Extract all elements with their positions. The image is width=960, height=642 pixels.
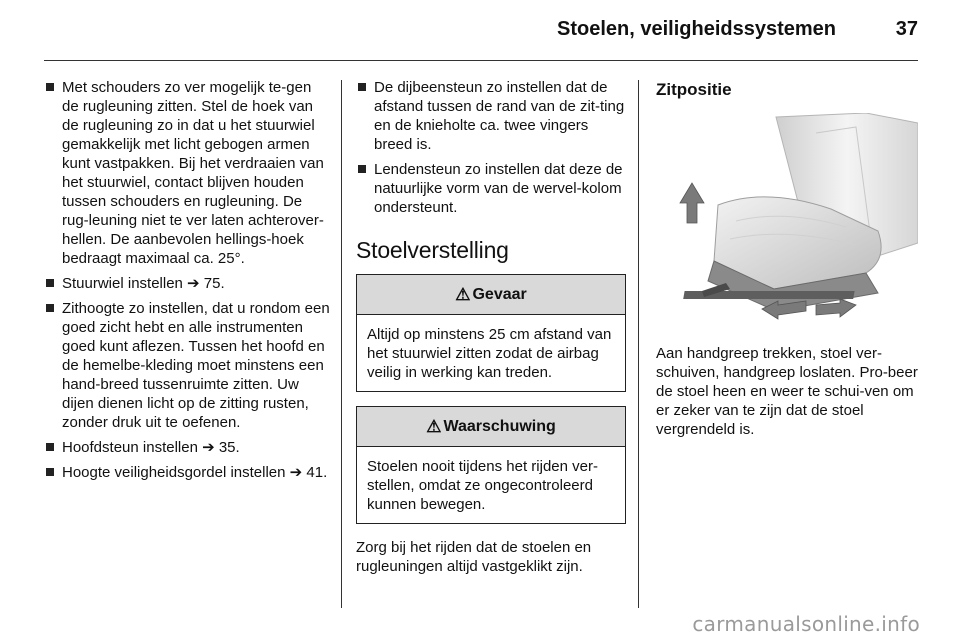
column-divider [341,80,342,608]
danger-box [356,274,626,392]
section-heading: Stoelverstelling [356,237,509,263]
body-paragraph: Aan handgreep trekken, stoel ver-schuiven, handgreep loslaten. Pro-beer de stoel heen en weer te schui-ven om er zeker van te zijn dat de stoel vergrendeld is. [656,345,918,438]
subsection-heading: Zitpositie [656,80,732,99]
column-1 [44,78,330,488]
list-item: Stuurwiel instellen ➔ 75. [44,274,330,293]
warning-title-text: Waarschuwing [443,418,556,435]
warning-title [357,407,625,447]
warning-text: Stoelen nooit tijdens het rijden ver-stellen, omdat ze ongecontroleerd kunnen bewegen. [367,458,598,513]
bullet-list [356,78,626,217]
warning-box [356,406,626,524]
list-item: De dijbeensteun zo instellen dat de afstand tussen de rand van de zit-ting en de knieholte ca. twee vingers breed is. [356,78,626,154]
list-item: Zithoogte zo instellen, dat u rondom een goed zicht hebt en alle instrumenten goed kunt aflezen. Tussen het hoofd en de hemelbe-kleding moet minstens een hand-breed tussenruimte zitten. Uw dijen dienen licht op de zitting rusten, zonder druk uit te oefenen. [44,299,330,432]
body-paragraph: Zorg bij het rijden dat de stoelen en rugleuningen altijd vastgeklikt zijn. [356,539,592,575]
danger-title [357,275,625,315]
header-divider [44,60,918,61]
page-number: 37 [895,18,918,40]
list-item: Lendensteun zo instellen dat deze de natuurlijke vorm van de wervel-kolom ondersteunt. [356,160,626,217]
warning-triangle-icon: ⚠ [426,417,442,436]
seat-adjustment-illustration [656,113,918,325]
list-item: Hoofdsteun instellen ➔ 35. [44,438,330,457]
column-2 [356,78,626,576]
warning-triangle-icon: ⚠ [455,285,471,304]
danger-text: Altijd op minstens 25 cm afstand van het stuurwiel zitten zodat de airbag veilig in werking kan treden. [367,326,612,381]
watermark: carmanualsonline.info [692,612,920,636]
column-divider [638,80,639,608]
bullet-list [44,78,330,482]
danger-title-text: Gevaar [472,286,527,303]
list-item: Hoogte veiligheidsgordel instellen ➔ 41. [44,463,330,482]
column-3 [656,78,920,439]
list-item: Met schouders zo ver mogelijk te-gen de rugleuning zitten. Stel de hoek van de rugleuning zo in dat u het stuurwiel gemakkelijk met licht gebogen armen kunt vastpakken. Bij het verdraaien van het stuurwiel, contact blijven houden tussen schouders en rugleuning. De rug-leuning niet te ver laten achterover-hellen. De aanbevolen hellings-hoek bedraagt maximaal ca. 25°. [44,78,330,268]
page-title: Stoelen, veiligheidssystemen [557,18,836,40]
